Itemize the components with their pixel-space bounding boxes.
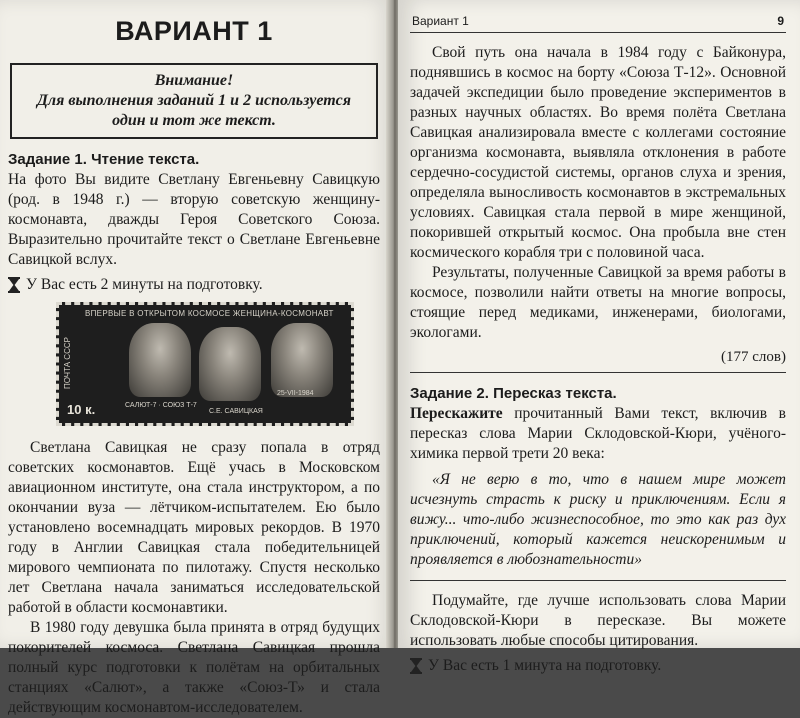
variant-title: ВАРИАНТ 1 (115, 16, 273, 46)
right-paragraph-3: Подумайте, где лучше использовать слова Марии Склодовской-Кюри в пересказе. Вы можете использовать любые способы цитирования. (410, 592, 786, 649)
stamp-caption-date: 25-VII-1984 (277, 390, 314, 397)
left-paragraph-1: Светлана Савицкая не сразу попала в отряд советских космонавтов. Ещё учась в Московском авиационном институте, она стала инструктором, а по окончании вуза — лётчиком-испытателем. Ею было установлено восемнадцать мировых рекордов. В 1970 году в Англии Савицкая стала победительницей мирового чемпионата по пилотажу. Спустя несколько лет Светлана начала заниматься исследовательской работой в области космонавтики. (8, 439, 380, 616)
prep-time-line-1 (8, 276, 380, 294)
right-page (398, 0, 800, 674)
word-count: (177 слов) (721, 349, 786, 365)
postage-stamp-image (56, 302, 354, 426)
prep-time-2: У Вас есть 1 минута на подготовку. (428, 657, 662, 674)
right-paragraph-1: Свой путь она начала в 1984 году с Байконура, поднявшись в космос на борту «Союза Т-12». Основной задачей экспедиции было проведение экспериментов в разных научных областях. Во время полёта Светлана Савицкая анализировала вместе с коллегами состояние организма космонавта, выявляла отклонения в работе сердечно-сосудистой системы, органов слуха и зрения, определяла выносливость космонавтов в экстремальных условиях. Савицкая стала первой в мире женщиной, покорившей открытый космос. Она пробыла вне стен космического корабля три с половиной часа. (410, 44, 786, 261)
task2-lead-word: Перескажите (410, 405, 503, 422)
attention-box (10, 63, 378, 139)
task1-intro: На фото Вы видите Светлану Евгеньевну Савицкую (род. в 1948 г.) — вторую советскую женщину-космонавта, дважды Героя Советского Союза. Выразительно прочитайте текст о Светлане Евгеньевне Савицкой вслух. (8, 171, 380, 268)
curie-quote: «Я не верю в то, что в нашем мире может исчезнуть страсть к риску и приключениям. Если я вижу... что-либо жизнеспособное, то это как раз дух приключений, который кажется неискоренимым и проявляется в любознательности» (410, 471, 786, 568)
prep-time-1: У Вас есть 2 минуты на подготовку. (26, 276, 263, 293)
attention-line-1: Для выполнения заданий 1 и 2 используется (36, 92, 352, 109)
task1-heading: Задание 1. Чтение текста. (8, 151, 200, 168)
quote-divider (410, 580, 786, 581)
cosmonaut-portrait-1 (129, 323, 191, 397)
running-head-title: Вариант 1 (412, 14, 469, 28)
running-head (410, 12, 786, 33)
task2-text: прочитанный Вами текст, включив в пересказ слова Марии Склодовской-Кюри, учёного-химика первой трети 20 века: (410, 405, 786, 462)
task2-heading: Задание 2. Пересказ текста. (410, 385, 617, 402)
stamp-side-text: ПОЧТА СССР (63, 337, 72, 389)
task2-instructions (410, 404, 786, 464)
stamp-caption-left: САЛЮТ-7 · СОЮЗ Т-7 (125, 402, 197, 409)
stamp-value: 10 к. (67, 402, 96, 417)
page-number: 9 (777, 14, 784, 28)
cosmonaut-portrait-3 (271, 323, 333, 397)
stamp-top-text: ВПЕРВЫЕ В ОТКРЫТОМ КОСМОСЕ ЖЕНЩИНА-КОСМОНАВТ (85, 309, 334, 318)
prep-time-line-2 (410, 657, 786, 675)
attention-line-2: один и тот же текст. (112, 112, 276, 129)
cosmonaut-portrait-2 (199, 327, 261, 401)
attention-title: Внимание! (154, 72, 234, 89)
hourglass-icon (8, 277, 20, 293)
stamp-caption-mid: С.Е. САВИЦКАЯ (209, 408, 263, 415)
left-paragraph-2: В 1980 году девушка была принята в отряд будущих покорителей космоса. Светлана Савицкая прошла полный курс подготовки к полётам на орбитальных станциях «Салют», а также «Союз-Т» и стала действующим космонавтом-исследователем. (8, 619, 380, 716)
hourglass-icon (410, 658, 422, 674)
left-page (0, 0, 392, 716)
section-divider (410, 372, 786, 373)
right-paragraph-2: Результаты, полученные Савицкой за время работы в космосе, позволили найти ответы на многие вопросы, стоящие перед медиками, инженерами, биологами, экологами. (410, 264, 786, 341)
